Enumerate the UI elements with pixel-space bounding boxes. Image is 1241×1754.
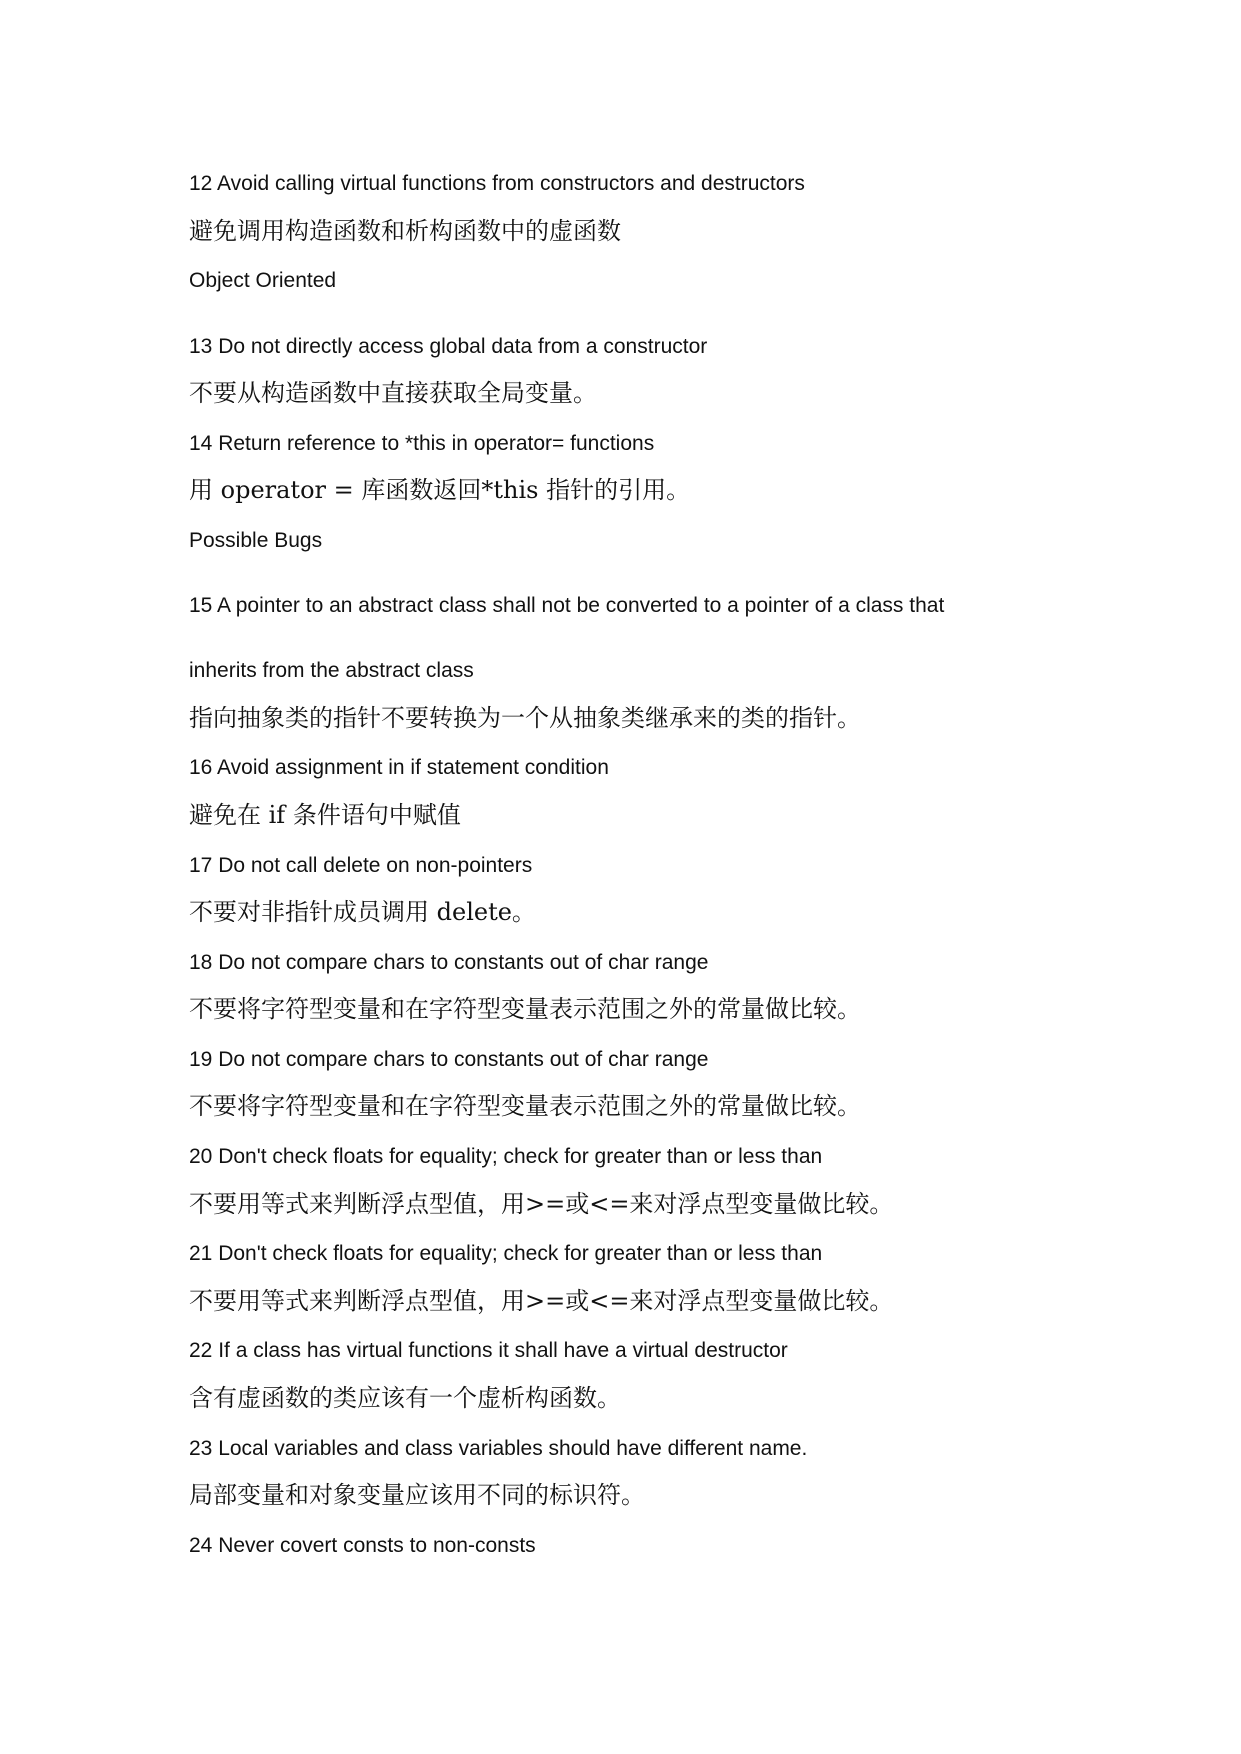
rule-15-title: 15 A pointer to an abstract class shall not be converted to a pointer of a class that (189, 594, 945, 617)
section-heading-object-oriented: Object Oriented (189, 269, 337, 292)
rule-19-translation: 不要将字符型变量和在字符型变量表示范围之外的常量做比较。 (189, 1092, 861, 1120)
rule-19-title: 19 Do not compare chars to constants out of char range (189, 1048, 709, 1071)
rule-17-translation: 不要对非指针成员调用 delete。 (189, 898, 536, 926)
rule-22-title: 22 If a class has virtual functions it shall have a virtual destructor (189, 1339, 788, 1362)
rule-17-title: 17 Do not call delete on non-pointers (189, 854, 533, 877)
rule-21-translation: 不要用等式来判断浮点型值，用>=或<=来对浮点型变量做比较。 (189, 1287, 894, 1315)
rule-23-translation: 局部变量和对象变量应该用不同的标识符。 (189, 1481, 645, 1509)
rule-12-translation: 避免调用构造函数和析构函数中的虚函数 (189, 217, 621, 245)
rule-24-title: 24 Never covert consts to non-consts (189, 1534, 536, 1557)
rule-14-title: 14 Return reference to *this in operator= functions (189, 432, 655, 455)
section-heading-possible-bugs: Possible Bugs (189, 529, 323, 552)
rule-14-translation: 用 operator = 库函数返回*this 指针的引用。 (189, 476, 691, 504)
rule-18-title: 18 Do not compare chars to constants out of char range (189, 951, 709, 974)
rule-15-title-continued: inherits from the abstract class (189, 659, 474, 682)
rule-16-title: 16 Avoid assignment in if statement condition (189, 756, 609, 779)
rule-16-translation: 避免在 if 条件语句中赋值 (189, 801, 461, 829)
rule-23-title: 23 Local variables and class variables should have different name. (189, 1437, 808, 1460)
rule-22-translation: 含有虚函数的类应该有一个虚析构函数。 (189, 1384, 621, 1412)
rule-12-title: 12 Avoid calling virtual functions from constructors and destructors (189, 172, 805, 195)
rule-20-translation: 不要用等式来判断浮点型值，用>=或<=来对浮点型变量做比较。 (189, 1190, 894, 1218)
rule-20-title: 20 Don't check floats for equality; check for greater than or less than (189, 1145, 823, 1168)
rule-18-translation: 不要将字符型变量和在字符型变量表示范围之外的常量做比较。 (189, 995, 861, 1023)
rule-15-translation: 指向抽象类的指针不要转换为一个从抽象类继承来的类的指针。 (189, 704, 861, 732)
rule-13-title: 13 Do not directly access global data from a constructor (189, 335, 708, 358)
rule-21-title: 21 Don't check floats for equality; check for greater than or less than (189, 1242, 823, 1265)
rule-13-translation: 不要从构造函数中直接获取全局变量。 (189, 379, 597, 407)
